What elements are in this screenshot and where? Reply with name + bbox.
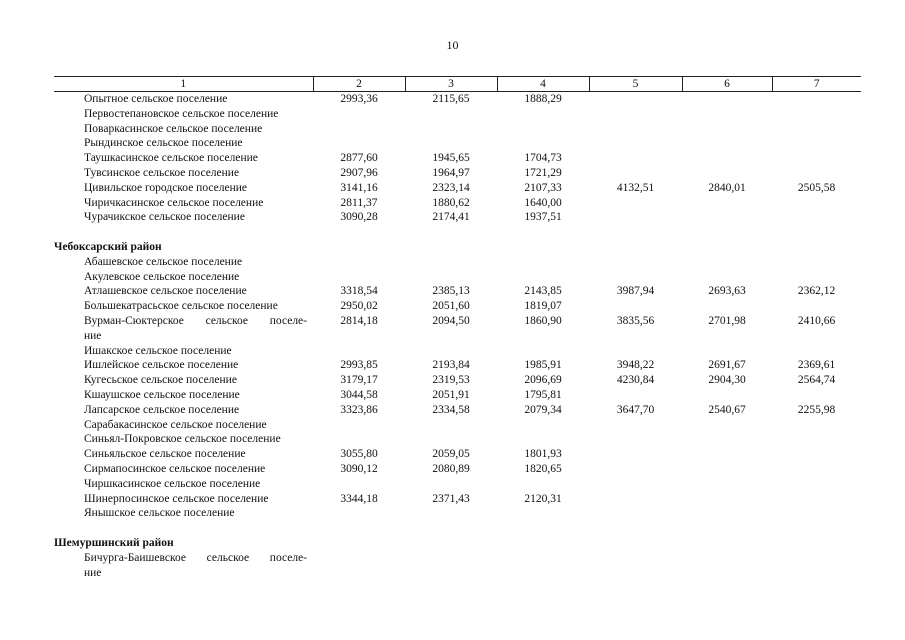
value-cell-col-6: 2691,67 [708,359,746,372]
value-cell-col-5: 3647,70 [616,403,655,416]
value-cell-col-4: 2079,34 [524,403,562,416]
value-cell-col-2: 3323,86 [340,403,378,416]
value-cell-col-5 [589,270,682,285]
value-cell-col-2: 2993,85 [340,359,378,372]
value-cell-col-4: 1937,51 [524,211,562,224]
value-cell-col-7 [772,92,861,107]
table-row [54,255,861,270]
settlement-name: Кшаушское сельское поселение [84,388,240,401]
value-cell-col-3: 2323,14 [432,181,470,194]
value-cell-col-7 [772,477,861,492]
value-cell-col-5 [589,447,682,462]
value-cell-col-2: 3179,17 [340,374,378,387]
table-row [54,432,861,447]
value-cell-col-5 [589,166,682,181]
value-cell-col-7 [772,432,861,447]
value-cell-col-5 [589,492,682,507]
settlement-name: Атлашевское сельское поселение [84,285,247,298]
column-header-1: 1 [54,77,313,92]
value-cell-col-3: 2080,89 [432,462,470,475]
value-cell-col-3: 2115,65 [432,93,470,105]
value-cell-col-3: 2059,05 [432,448,470,461]
value-cell-col-4: 1801,93 [524,448,562,461]
column-header-6: 6 [682,77,772,92]
value-cell-col-6 [682,122,772,137]
value-cell-col-4: 1704,73 [524,152,562,165]
settlement-name: Цивильское городское поселение [84,181,247,194]
value-cell-col-2: 3090,28 [340,211,378,224]
value-cell-col-6 [682,492,772,507]
settlement-name: Шинерпосинское сельское поселение [84,492,269,505]
spacer-cell [54,225,861,240]
table-row [54,270,861,285]
table-row [54,344,861,359]
settlement-name: Тувсинское сельское поселение [84,166,240,179]
value-cell-col-7 [772,462,861,477]
value-cell-col-6 [682,196,772,211]
value-cell-col-5 [589,418,682,433]
settlement-name-line-1: Вурман-Сюктерское сельское поселе- [84,314,307,327]
column-header-4: 4 [497,77,589,92]
settlement-name: Ишакское сельское поселение [84,344,232,357]
value-cell-col-7: 2505,58 [797,181,836,194]
settlement-name: Акулевское сельское поселение [84,270,240,283]
value-cell-col-4: 1721,29 [524,166,562,179]
value-cell-col-3: 2371,43 [432,492,470,505]
value-cell-col-2 [313,122,405,137]
value-cell-col-6 [682,107,772,122]
value-cell-col-6 [682,506,772,521]
spacer-row [54,225,861,240]
settlement-name: Ишлейское сельское поселение [84,359,239,372]
value-cell-col-7 [772,107,861,122]
page-number: 10 [446,38,459,52]
table-row [54,447,861,462]
value-cell-col-3 [405,255,497,270]
value-cell-col-2 [313,477,405,492]
table-row [54,136,861,151]
settlement-name: Первостепановское сельское поселение [84,107,279,120]
value-cell-col-3: 1945,65 [432,152,470,165]
settlement-name: Синьял-Покровское сельское поселение [84,433,281,446]
value-cell-col-3 [405,270,497,285]
value-cell-col-5 [589,151,682,166]
table-row [54,418,861,433]
settlement-name-line-2: ние [84,566,102,579]
value-cell-col-7 [772,270,861,285]
value-cell-col-4: 1820,65 [524,462,562,475]
value-cell-col-3 [405,506,497,521]
value-cell-col-2: 2877,60 [340,152,378,165]
value-cell-col-2: 3044,58 [340,388,378,401]
table-row [54,314,861,344]
value-cell-col-3: 2334,58 [432,403,470,416]
value-cell-col-4: 2107,33 [524,181,562,194]
value-cell-col-5 [589,255,682,270]
table-row [54,403,861,418]
value-cell-col-7 [772,447,861,462]
value-cell-col-4 [497,255,589,270]
table-row [54,92,861,107]
value-cell-col-3: 1964,97 [432,166,470,179]
settlement-name: Чиршкасинское сельское поселение [84,477,261,490]
value-cell-col-2 [313,270,405,285]
value-cell-col-3: 2094,50 [432,314,470,327]
value-cell-col-7 [772,166,861,181]
value-cell-col-6 [682,462,772,477]
value-cell-col-3 [405,551,497,581]
spacer-row [54,521,861,536]
value-cell-col-5 [589,122,682,137]
value-cell-col-4: 1860,90 [524,314,562,327]
value-cell-col-5: 3835,56 [616,314,655,327]
table-row [54,210,861,225]
table-row [54,181,861,196]
value-cell-col-3: 2319,53 [432,374,470,387]
value-cell-col-6: 2904,30 [708,374,746,387]
table-row [54,373,861,388]
settlement-name: Лапсарское сельское поселение [84,403,240,416]
value-cell-col-4: 1795,81 [524,388,562,401]
value-cell-col-2: 2950,02 [340,300,378,313]
value-cell-col-2 [313,432,405,447]
value-cell-col-6 [682,210,772,225]
value-cell-col-5 [589,299,682,314]
value-cell-col-6 [682,477,772,492]
value-cell-col-4 [497,344,589,359]
value-cell-col-4: 1888,29 [524,93,562,105]
value-cell-col-4 [497,506,589,521]
value-cell-col-7: 2410,66 [797,314,836,327]
value-cell-col-5 [589,506,682,521]
table-row [54,107,861,122]
table-row [54,358,861,373]
value-cell-col-6 [682,551,772,581]
value-cell-col-2: 3055,80 [340,448,378,461]
value-cell-col-3: 2193,84 [432,359,470,372]
value-cell-col-7 [772,388,861,403]
value-cell-col-6 [682,388,772,403]
value-cell-col-3: 1880,62 [432,196,470,209]
settlement-name: Кугесьское сельское поселение [84,374,237,387]
value-cell-col-3 [405,418,497,433]
value-cell-col-3: 2174,41 [432,211,470,224]
table-row [54,551,861,581]
settlement-name: Янышское сельское поселение [84,507,235,520]
value-cell-col-2: 2907,96 [340,166,378,179]
value-cell-col-4 [497,107,589,122]
value-cell-col-6: 2540,67 [708,403,746,416]
settlement-name: Синьяльское сельское поселение [84,448,246,461]
value-cell-col-7 [772,506,861,521]
settlement-name [54,551,313,581]
value-cell-col-7 [772,492,861,507]
value-cell-col-6: 2701,98 [708,314,746,327]
value-cell-col-5 [589,551,682,581]
value-cell-col-4 [497,270,589,285]
region-heading-row [54,536,861,551]
settlement-name: Опытное сельское поселение [84,93,228,105]
value-cell-col-7 [772,196,861,211]
value-cell-col-2 [313,255,405,270]
value-cell-col-3 [405,107,497,122]
table-row [54,506,861,521]
region-heading: Шемуршинский район [54,536,174,549]
value-cell-col-4: 1819,07 [524,300,562,313]
value-cell-col-4 [497,136,589,151]
settlement-name: Большекатрасьское сельское поселение [84,300,278,313]
value-cell-col-4: 2143,85 [524,285,562,298]
value-cell-col-6 [682,255,772,270]
value-cell-col-2: 3141,16 [340,181,378,194]
value-cell-col-2 [313,418,405,433]
value-cell-col-7: 2369,61 [797,359,836,372]
table-row [54,122,861,137]
value-cell-col-4 [497,477,589,492]
value-cell-col-2: 3344,18 [340,492,378,505]
value-cell-col-4 [497,122,589,137]
value-cell-col-6 [682,299,772,314]
value-cell-col-7 [772,344,861,359]
value-cell-col-5 [589,107,682,122]
value-cell-col-2 [313,551,405,581]
value-cell-col-6 [682,344,772,359]
value-cell-col-3 [405,477,497,492]
region-heading: Чебоксарский район [54,240,162,253]
settlement-name: Сирмапосинское сельское поселение [84,462,266,475]
value-cell-col-3: 2051,60 [432,300,470,313]
settlement-name: Поваркасинское сельское поселение [84,122,263,135]
value-cell-col-7: 2564,74 [797,374,836,387]
data-table [54,76,861,580]
value-cell-col-2 [313,136,405,151]
value-cell-col-4 [497,551,589,581]
value-cell-col-7 [772,551,861,581]
value-cell-col-5 [589,477,682,492]
value-cell-col-7 [772,418,861,433]
value-cell-col-6 [682,92,772,107]
settlement-name [54,314,313,344]
table-body [54,92,861,581]
value-cell-col-2: 2993,36 [340,93,378,105]
value-cell-col-4: 1985,91 [524,359,562,372]
settlement-name: Таушкасинское сельское поселение [84,152,258,165]
value-cell-col-3 [405,122,497,137]
value-cell-col-5: 3948,22 [616,359,655,372]
table-row [54,492,861,507]
value-cell-col-3 [405,136,497,151]
value-cell-col-5 [589,210,682,225]
settlement-name: Чиричкасинское сельское поселение [84,196,264,209]
value-cell-col-7 [772,136,861,151]
value-cell-col-5 [589,432,682,447]
settlement-name: Рындинское сельское поселение [84,137,243,150]
value-cell-col-4: 1640,00 [524,196,562,209]
column-header-2: 2 [313,77,405,92]
value-cell-col-4: 2096,69 [524,374,562,387]
value-cell-col-2: 2811,37 [340,196,378,209]
table-row [54,284,861,299]
value-cell-col-6 [682,166,772,181]
column-header-5: 5 [589,77,682,92]
value-cell-col-5 [589,196,682,211]
value-cell-col-7 [772,255,861,270]
spacer-cell [54,521,861,536]
value-cell-col-4 [497,418,589,433]
settlement-name: Абашевское сельское поселение [84,255,243,268]
value-cell-col-5 [589,92,682,107]
value-cell-col-3: 2385,13 [432,285,470,298]
table-row [54,477,861,492]
value-cell-col-2: 3318,54 [340,285,378,298]
value-cell-col-3 [405,432,497,447]
value-cell-col-5 [589,136,682,151]
settlement-name-line-2: ние [84,329,102,342]
value-cell-col-6: 2693,63 [708,285,746,298]
value-cell-col-7 [772,151,861,166]
table-row [54,462,861,477]
value-cell-col-4 [497,432,589,447]
value-cell-col-2: 2814,18 [340,314,378,327]
value-cell-col-5: 3987,94 [616,285,655,298]
value-cell-col-6: 2840,01 [708,181,746,194]
value-cell-col-6 [682,418,772,433]
value-cell-col-3: 2051,91 [432,388,470,401]
value-cell-col-6 [682,432,772,447]
value-cell-col-5 [589,344,682,359]
value-cell-col-6 [682,136,772,151]
value-cell-col-3 [405,344,497,359]
settlement-name-line-1: Бичурга-Баишевское сельское поселе- [84,551,307,564]
value-cell-col-7: 2362,12 [797,285,836,298]
column-header-3: 3 [405,77,497,92]
table-row [54,166,861,181]
value-cell-col-7 [772,299,861,314]
settlement-name: Чурачикское сельское поселение [84,211,245,224]
value-cell-col-7 [772,210,861,225]
value-cell-col-2: 3090,12 [340,462,378,475]
table-row [54,196,861,211]
value-cell-col-7 [772,122,861,137]
value-cell-col-5 [589,388,682,403]
region-heading-row [54,240,861,255]
value-cell-col-2 [313,506,405,521]
value-cell-col-2 [313,107,405,122]
value-cell-col-6 [682,270,772,285]
value-cell-col-4: 2120,31 [524,492,562,505]
column-header-7: 7 [772,77,861,92]
value-cell-col-5 [589,462,682,477]
table-header [54,77,861,92]
value-cell-col-7: 2255,98 [797,403,836,416]
table-row [54,151,861,166]
value-cell-col-6 [682,151,772,166]
value-cell-col-2 [313,344,405,359]
table-row [54,388,861,403]
value-cell-col-6 [682,447,772,462]
value-cell-col-5: 4132,51 [616,181,655,194]
value-cell-col-5: 4230,84 [616,374,655,387]
settlement-name: Сарабакасинское сельское поселение [84,418,267,431]
table-row [54,299,861,314]
